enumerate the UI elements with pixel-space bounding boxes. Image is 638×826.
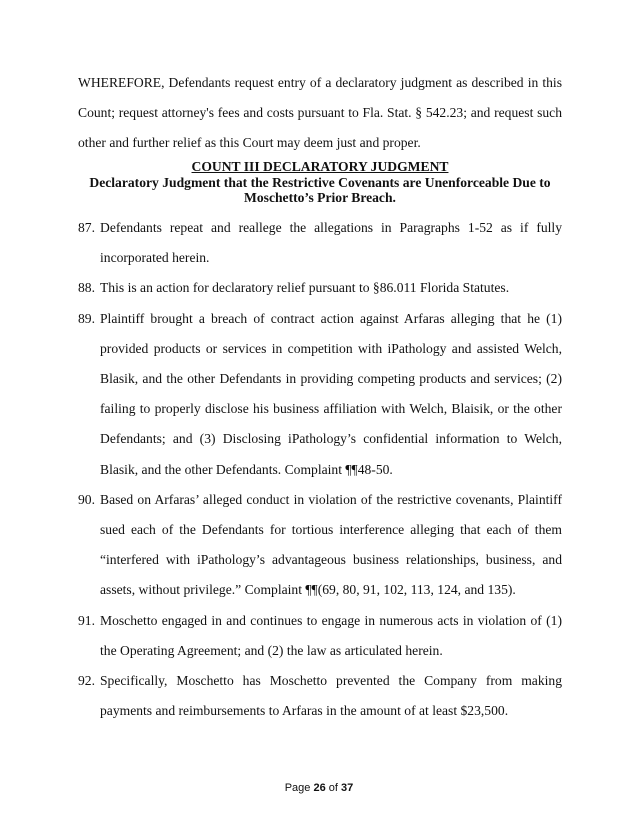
count-title: COUNT III DECLARATORY JUDGMENT <box>191 159 449 174</box>
page-label: Page <box>284 782 311 794</box>
paragraph-number: 90. <box>78 491 95 507</box>
page-footer <box>0 782 638 794</box>
paragraph-text: This is an action for declaratory relief pursuant to §86.011 Florida Statutes. <box>100 280 510 296</box>
page-current: 26 <box>313 782 326 794</box>
paragraph-0 <box>78 213 562 273</box>
count-subtitle-line-2: Moschetto’s Prior Breach. <box>244 190 396 205</box>
numbered-paragraphs <box>78 213 562 726</box>
page-total: 37 <box>341 782 354 794</box>
count-heading <box>78 159 562 206</box>
paragraph-2 <box>78 304 562 485</box>
paragraph-5 <box>78 666 562 726</box>
paragraph-3 <box>78 485 562 606</box>
paragraph-number: 91. <box>78 612 95 628</box>
page-of: of <box>328 782 338 794</box>
count-subtitle-line-1: Declaratory Judgment that the Restrictive Covenants are Unenforceable Due to <box>89 174 551 190</box>
paragraph-text: Based on Arfaras’ alleged conduct in violation of the restrictive covenants, Plaintiff sued each of the Defendants for tortious interference alleging that each of them “interfered with iPathology’s advantageous business relationships, business, and assets, without privilege.” Complaint ¶¶(69, 80, 91, 102, 113, 124, and 135). <box>100 491 562 598</box>
paragraph-number: 89. <box>78 310 95 326</box>
paragraph-4 <box>78 606 562 666</box>
paragraph-text: Plaintiff brought a breach of contract action against Arfaras alleging that he (1) provided products or services in competition with iPathology and assisted Welch, Blasik, and the other Defendants in providing competing products and services; (2) failing to properly disclose his business affiliation with Welch, Blaisik, or the other Defendants; and (3) Disclosing iPathology’s confidential information to Welch, Blasik, and the other Defendants. Complaint ¶¶48-50. <box>100 310 562 477</box>
paragraph-1 <box>78 273 562 303</box>
paragraph-number: 87. <box>78 220 95 235</box>
wherefore-clause: WHEREFORE, Defendants request entry of a declaratory judgment as described in this Count; request attorney's fees and costs pursuant to Fla. Stat. § 542.23; and request such other and further relief as this Court may deem just and proper. <box>78 75 562 151</box>
paragraph-number: 88. <box>78 280 95 296</box>
paragraph-text: Moschetto engaged in and continues to engage in numerous acts in violation of (1) the Operating Agreement; and (2) the law as articulated herein. <box>100 612 562 658</box>
paragraph-text: Defendants repeat and reallege the allegations in Paragraphs 1-52 as if fully incorporated herein. <box>100 220 562 266</box>
paragraph-number: 92. <box>78 673 95 689</box>
paragraph-text: Specifically, Moschetto has Moschetto prevented the Company from making payments and reimbursements to Arfaras in the amount of at least $23,500. <box>100 673 562 719</box>
